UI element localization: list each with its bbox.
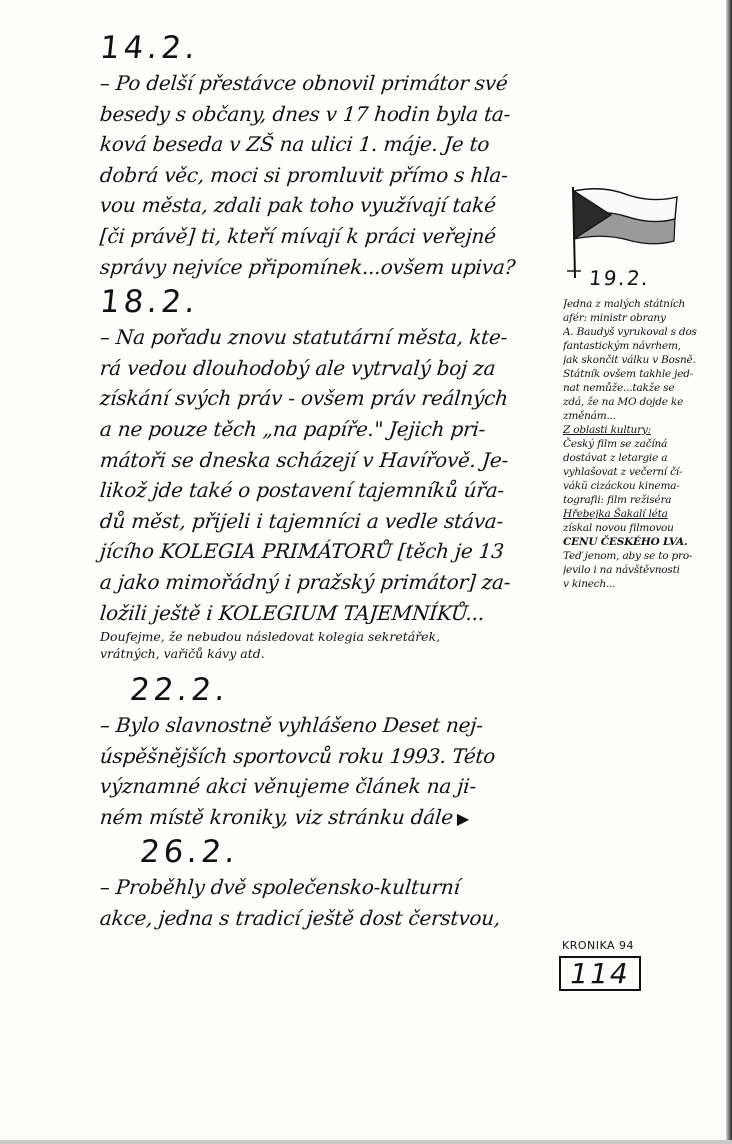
page-number: 114 xyxy=(559,956,641,991)
sidebar-note-line: Český film se začíná xyxy=(563,438,668,450)
sidebar-note-line: A. Baudyš vyrukoval s dos xyxy=(563,326,697,338)
sidebar-note-line: afér: ministr obrany xyxy=(563,312,666,324)
entry-date: 18.2. xyxy=(98,284,201,321)
entry-line: jícího KOLEGIA PRIMÁTORŮ [těch je 13 xyxy=(98,539,505,564)
entry-line: úspěšnějších sportovců roku 1993. Této xyxy=(98,743,497,768)
entry-line: a jako mimořádný i pražský primátor] za- xyxy=(98,569,512,594)
sidebar-note-line: Jedna z malých státních xyxy=(563,298,686,310)
chronicle-label: KRONIKA 94 xyxy=(562,939,635,952)
entry-line: – Proběhly dvě společensko-kulturní xyxy=(98,875,461,900)
page-bottom-edge xyxy=(0,1140,732,1144)
sidebar-note-line: změnám... xyxy=(563,410,616,422)
entry-18-2 xyxy=(100,282,560,662)
sidebar-notes xyxy=(563,297,728,591)
entry-line: a ne pouze těch „na papíře." Jejich pri- xyxy=(98,416,487,441)
entry-line: získání svých práv - ovšem práv reálných xyxy=(98,386,509,411)
entry-line: – Na pořadu znovu statutární města, kte- xyxy=(98,325,509,350)
entry-line: vou města, zdali pak toho využívají také xyxy=(98,193,497,218)
entry-line: dů měst, přijeli i tajemníci a vedle stáva- xyxy=(98,508,505,533)
entry-line-with-arrow xyxy=(99,802,562,833)
sidebar-note-line: v kinech... xyxy=(563,578,616,590)
sidebar-note-line: tografii: film režiséra xyxy=(563,494,672,506)
entry-note-line: vrátných, vařičů kávy atd. xyxy=(100,646,265,662)
entry-line: likož jde také o postavení tajemníků úřa- xyxy=(98,478,506,503)
sidebar-note-line: Státník ovšem takhle jed- xyxy=(563,368,694,380)
sidebar-note-line: zdá, že na MO dojde ke xyxy=(563,396,684,408)
entry-line: správy nejvíce připomínek...ovšem upiva? xyxy=(98,254,517,279)
entry-14-2 xyxy=(100,28,560,282)
sidebar-note-line: nat nemůže...takže se xyxy=(563,382,675,394)
entry-26-2 xyxy=(100,832,560,933)
flag-drawing xyxy=(563,185,728,290)
sidebar-note-line: Z oblasti kultury: xyxy=(563,424,651,436)
entry-line: mátoři se dneska scházejí v Havířově. Je- xyxy=(98,447,510,472)
sidebar-column xyxy=(563,185,728,590)
sidebar-note-line: fantastickým návrhem, xyxy=(563,340,681,352)
entry-line: rá vedou dlouhodobý ale vytrvalý boj za xyxy=(98,355,497,380)
sidebar-note-line: vákŭ cizáckou kinema- xyxy=(563,480,680,492)
sidebar-note-line: Teď jenom, aby se to pro- xyxy=(563,550,693,562)
entry-line: ková beseda v ZŠ na ulici 1. máje. Je to xyxy=(98,132,491,157)
entry-date: 14.2. xyxy=(98,30,201,66)
sidebar-note-line: vyhlašovat z večerní čí- xyxy=(563,466,683,478)
entry-line: ném místě kroniky, viz stránku dále xyxy=(98,804,455,829)
entry-date: 22.2. xyxy=(128,672,231,709)
entry-date: 26.2. xyxy=(138,834,241,871)
entry-line: ložili ještě i KOLEGIUM TAJEMNÍKŮ... xyxy=(98,600,486,625)
entry-line: [či právě] ti, kteří mívají k práci veřejné xyxy=(98,223,497,248)
entry-line: – Po delší přestávce obnovil primátor své xyxy=(98,71,509,95)
sidebar-date: 19.2. xyxy=(587,266,652,290)
entry-line: akce, jedna s tradicí ještě dost čerstvou, xyxy=(98,906,502,931)
main-column xyxy=(100,28,560,934)
entry-line: dobrá věc, moci si promluvit přímo s hla- xyxy=(98,162,509,187)
entry-line: besedy s občany, dnes v 17 hodin byla ta- xyxy=(98,101,512,126)
sidebar-note-line: jak skončit válku v Bosně. xyxy=(563,354,696,366)
entry-line: významné akci věnujeme článek na ji- xyxy=(98,774,478,799)
sidebar-note-line: Hřebejka Šakalí léta xyxy=(563,508,668,520)
sidebar-note-line: jevilo i na návštěvnosti xyxy=(563,564,680,576)
sidebar-note-line: dostávat z letargie a xyxy=(563,452,668,464)
entry-line: – Bylo slavnostně vyhlášeno Deset nej- xyxy=(98,713,485,738)
sidebar-note-line: CENU ČESKÉHO LVA. xyxy=(563,536,688,548)
entry-22-2 xyxy=(100,670,560,832)
entry-note-line: Doufejme, že nebudou následovat kolegia sekretářek, xyxy=(100,629,441,645)
sidebar-note-line: získal novou filmovou xyxy=(563,522,674,534)
arrow-right-icon: ▶ xyxy=(456,808,469,828)
